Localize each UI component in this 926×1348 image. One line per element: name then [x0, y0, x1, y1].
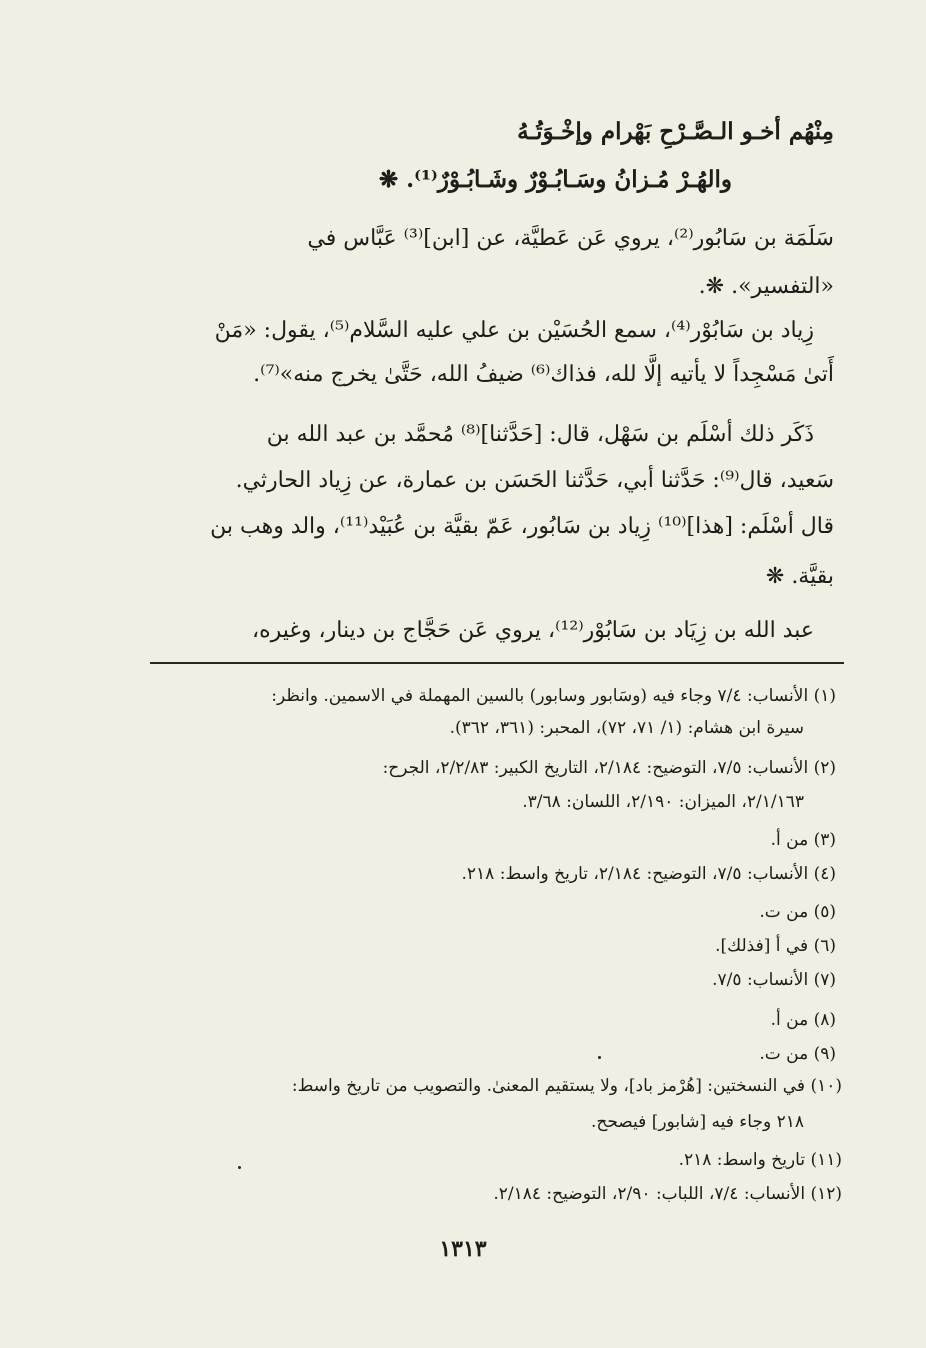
footnote-1-line-1: (١) الأنساب: ٧/٤ وجاء فيه (وسَابور وسابور) بالسين المهملة في الاسمين. وانظر: — [271, 686, 836, 706]
isnad-line-1: ذَكَر ذلك أسْلَم بن سَهْل، قال: [حَدَّثنا]⁽⁸⁾ مُحمَّد بن عبد الله بن — [266, 422, 814, 447]
footnote-4: (٤) الأنساب: ٧/٥، التوضيح: ٢/١٨٤، تاريخ واسط: ٢١٨. — [461, 864, 836, 884]
scan-speck — [598, 1056, 601, 1059]
isnad-line-2: سَعيد، قال⁽⁹⁾: حَدَّثنا أبي، حَدَّثنا الحَسَن بن عمارة، عن زِياد الحارثي. — [235, 468, 834, 493]
footnote-2-line-2: ٢/١/١٦٣، الميزان: ٢/١٩٠، اللسان: ٣/٦٨. — [522, 792, 804, 812]
footnote-10-line-1: (١٠) في النسختين: [هُرْمز باد]، ولا يستقيم المعنىٰ. والتصويب من تاريخ واسط: — [291, 1076, 842, 1096]
poem-line-2: والهُـرْ مُـزانُ وسَـابُـوْرٌ وشَـابُـوْرٌ⁽¹⁾. ❋ — [378, 166, 732, 193]
entry-salama-line-1: سَلَمَة بن سَابُور⁽²⁾، يروي عَن عَطيَّة، عن [ابن]⁽³⁾ عَبَّاس في — [307, 226, 834, 251]
footnote-1-line-2: سيرة ابن هشام: (١/ ٧١، ٧٢)، المحبر: (٣٦١، ٣٦٢). — [449, 718, 804, 738]
entry-abdullah-line-1: عبد الله بن زِيَاد بن سَابُوْر⁽¹²⁾، يروي عَن حَجَّاج بن دينار، وغيره، — [252, 618, 814, 643]
isnad-line-4: بقيَّة. ❋ — [765, 564, 834, 589]
footnote-10-line-2: ٢١٨ وجاء فيه [شابور] فيصحح. — [590, 1112, 804, 1132]
entry-ziyad-line-2: أَتىٰ مَسْجِداً لا يأتيه إلَّا لله، فذاك⁽⁶⁾ ضيفُ الله، حَتَّىٰ يخرج منه»⁽⁷⁾. — [253, 362, 834, 387]
entry-ziyad-line-1: زِياد بن سَابُوْر⁽⁴⁾، سمع الحُسَيْن بن علي عليه السَّلام⁽⁵⁾، يقول: «مَنْ — [214, 318, 814, 343]
entry-salama-line-2: «التفسير». ❋. — [698, 274, 834, 299]
footnote-5: (٥) من ت. — [759, 902, 836, 922]
poem-line-1: مِنْهُم أخـو الـصَّـرْحِ بَهْرام وإخْـوَتُـهُ — [517, 118, 834, 145]
footnote-3: (٣) من أ. — [770, 830, 836, 850]
footnote-12: (١٢) الأنساب: ٧/٤، اللباب: ٢/٩٠، التوضيح: ٢/١٨٤. — [493, 1184, 842, 1204]
footnote-6: (٦) في أ [فذلك]. — [715, 936, 836, 956]
footnote-2-line-1: (٢) الأنساب: ٧/٥، التوضيح: ٢/١٨٤، التاريخ الكبير: ٢/٢/٨٣، الجرح: — [382, 758, 836, 778]
footnote-separator — [150, 662, 844, 664]
page-number: ١٣١٣ — [439, 1236, 487, 1262]
footnote-9: (٩) من ت. — [759, 1044, 836, 1064]
footnote-7: (٧) الأنساب: ٧/٥. — [712, 970, 836, 990]
footnote-11: (١١) تاريخ واسط: ٢١٨. — [678, 1150, 842, 1170]
footnote-8: (٨) من أ. — [770, 1010, 836, 1030]
scan-speck — [238, 1166, 241, 1169]
isnad-line-3: قال أسْلَم: [هذا]⁽¹⁰⁾ زِياد بن سَابُور، عَمّ بقيَّة بن عُبَيْد⁽¹¹⁾، والد وهب بن — [210, 514, 834, 539]
